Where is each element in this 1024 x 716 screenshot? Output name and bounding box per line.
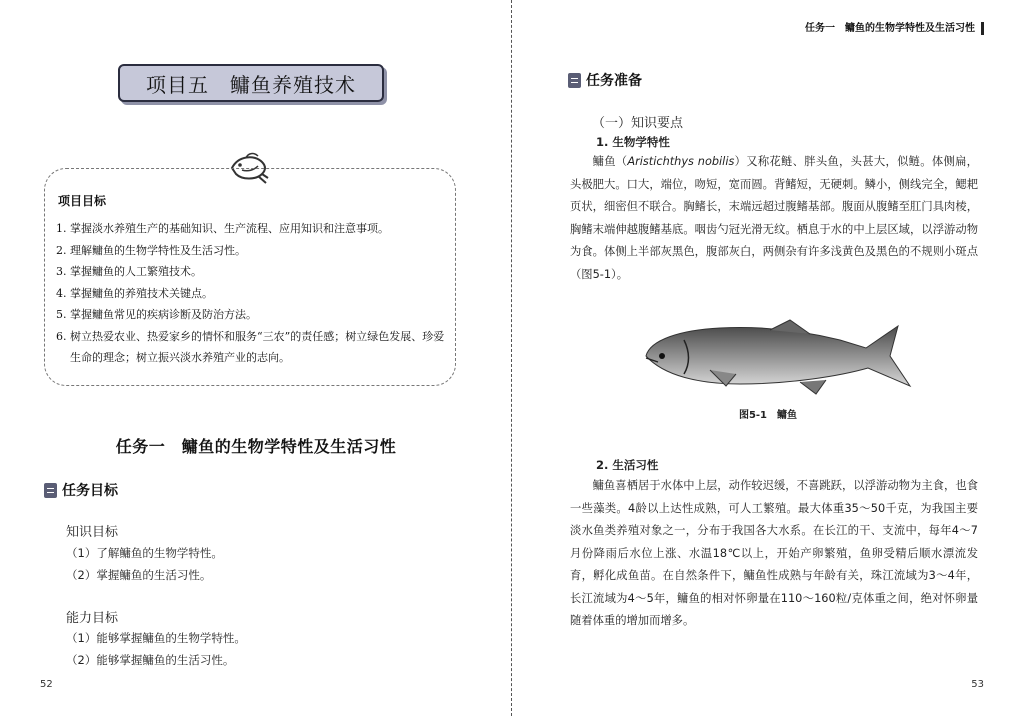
list-item-number: 6. [56, 329, 67, 343]
paragraph-text: ）又称花鲢、胖头鱼，头甚大，似鲢。体侧扁，头极肥大。口大，端位，吻短，宽而圆。背鳍短，无硬刺。鳞小，侧线完全，鳃耙页状，细密但不联合。胸鳍长，末端远超过腹鳍基部。腹面从腹鳍至肛门具肉棱，胸鳍末端伸越腹鳍基底。咽齿勺冠光滑无纹。栖息于水的中上层区域，以浮游动物为食。体侧上半部灰黑色，腹部灰白，两侧杂有许多浅黄色及黑色的不规则小斑点（图5-1）。 [570, 155, 978, 281]
list-item-number: 5. [56, 308, 67, 321]
list-item-text: 掌握鳙鱼的人工繁殖技术。 [70, 265, 202, 278]
list-item-number: 3. [56, 265, 67, 278]
knowledge-goal-title: 知识目标 [66, 525, 119, 540]
right-page [512, 0, 1024, 716]
list-item [56, 218, 446, 240]
list-item-text: 理解鳙鱼的生物学特性及生活习性。 [70, 243, 246, 257]
document-icon [44, 483, 57, 498]
list-item-number: 2. [56, 243, 67, 257]
list-item-text: 掌握鳙鱼的养殖技术关键点。 [70, 286, 213, 300]
running-header: 任务一 鳙鱼的生物学特性及生活习性 [805, 22, 984, 35]
page-number: 52 [40, 679, 53, 690]
bighead-carp-illustration [640, 318, 912, 396]
habits-paragraph: 鳙鱼喜栖居于水体中上层，动作较迟缓，不喜跳跃，以浮游动物为主食，也食一些藻类。4龄以上达性成熟，可人工繁殖。最大体重35～50千克，为我国主要淡水鱼类养殖对象之一，分布于我国各大水系。在长江的干、支流中，每年4～7月份降雨后水位上涨、水温18℃以上，开始产卵繁殖，鱼卵受精后顺水漂流发育，孵化成鱼苗。在自然条件下，鳙鱼性成熟与年龄有关，珠江流域为3～4年，长江流域为4～5年，鳙鱼的相对怀卵量在110～160粒/克体重之间，绝对怀卵量随着体重的增加而增多。 [570, 479, 978, 627]
ability-goal-title: 能力目标 [66, 611, 119, 626]
list-item-text: 掌握淡水养殖生产的基础知识、生产流程、应用知识和注意事项。 [70, 222, 389, 235]
ability-goal-item: （1）能够掌握鳙鱼的生物学特性。 [66, 631, 246, 645]
list-item-text: 掌握鳙鱼常见的疾病诊断及防治方法。 [70, 308, 257, 321]
list-item [56, 240, 446, 262]
page-number: 53 [971, 679, 984, 690]
figure-caption: 图5-1 鳙鱼 [738, 410, 798, 421]
task-goal-heading-text: 任务目标 [62, 483, 118, 499]
knowledge-goal-item: （1）了解鳙鱼的生物学特性。 [66, 546, 223, 560]
project-objectives-title: 项目目标 [58, 194, 107, 208]
list-item [56, 326, 446, 369]
list-item-number: 4. [56, 286, 67, 300]
list-item [56, 304, 446, 326]
bio-characteristics-heading: 1. 生物学特性 [596, 135, 670, 149]
knowledge-points-heading: （一）知识要点 [592, 116, 684, 131]
project-objectives-list [56, 218, 446, 369]
project-title: 项目五 鳙鱼养殖技术 [118, 64, 384, 102]
document-icon [568, 73, 581, 88]
list-item-text: 树立热爱农业、热爱家乡的情怀和服务“三农”的责任感；树立绿色发展、珍爱生命的理念；树立振兴淡水养殖产业的志向。 [70, 329, 445, 364]
knowledge-goal-item: （2）掌握鳙鱼的生活习性。 [66, 568, 212, 582]
ability-goal-item: （2）能够掌握鳙鱼的生活习性。 [66, 653, 235, 667]
bio-characteristics-paragraph [570, 151, 978, 286]
habits-heading: 2. 生活习性 [596, 458, 659, 472]
task-title: 任务一 鳙鱼的生物学特性及生活习性 [115, 437, 397, 456]
task-prep-heading [568, 70, 642, 90]
list-item-number: 1. [56, 222, 67, 235]
task-goal-heading [44, 480, 118, 500]
paragraph-text: 鳙鱼（ [592, 155, 628, 168]
list-item [56, 261, 446, 283]
task-prep-heading-text: 任务准备 [586, 73, 642, 89]
latin-name: Aristichthys nobilis [627, 155, 735, 168]
list-item [56, 283, 446, 305]
